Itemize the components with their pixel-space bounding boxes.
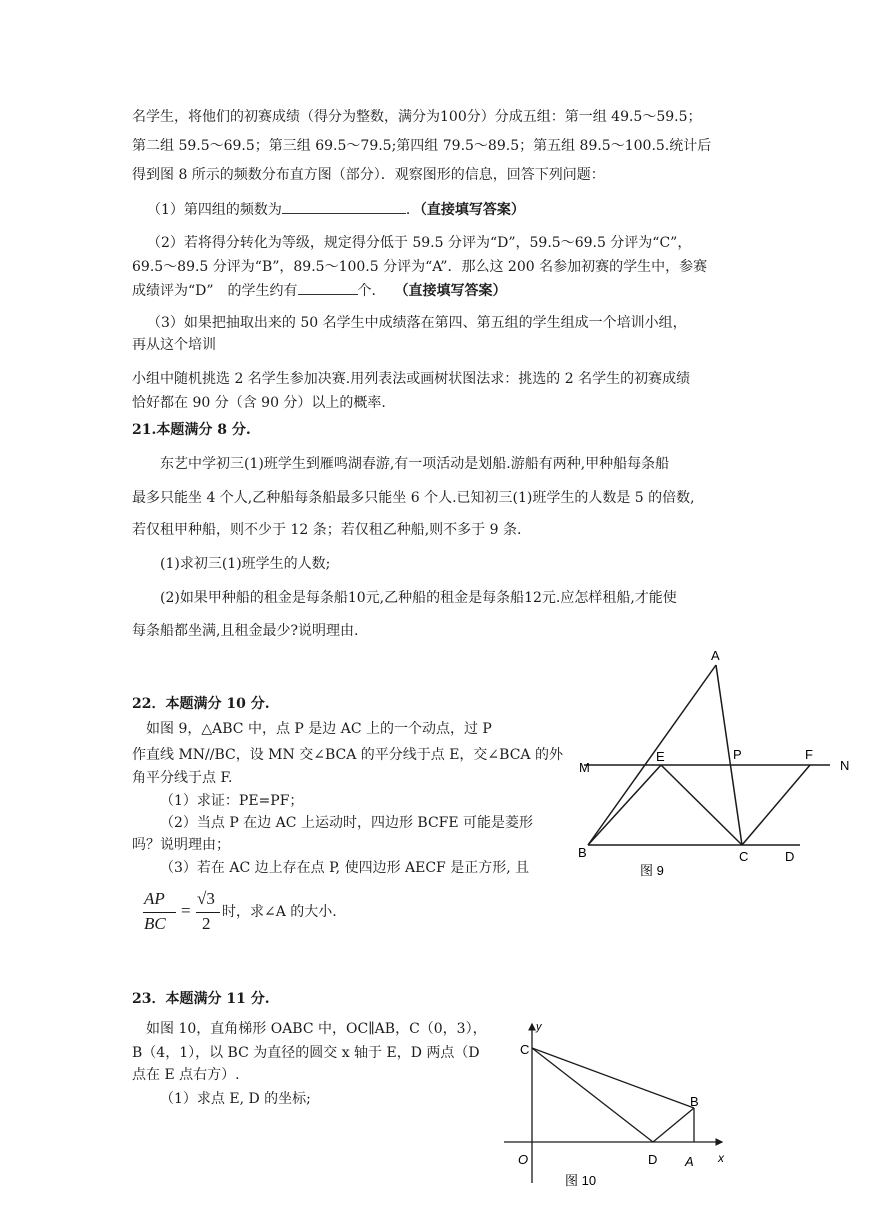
segment-db	[653, 1108, 694, 1142]
label-y-axis: y	[536, 1021, 542, 1033]
q21-line-1: 东艺中学初三(1)班学生到雁鸣湖春游,有一项活动是划船.游船有两种,甲种船每条船	[160, 456, 670, 472]
label-n: N	[840, 758, 850, 773]
q20-line-1: 名学生，将他们的初赛成绩（得分为整数，满分为100分）分成五组：第一组 49.5～59.5；	[132, 109, 702, 125]
fraction-bar	[196, 912, 220, 913]
label-d: D	[785, 849, 795, 864]
q20-part2-line-3a: 成绩评为“D” 的学生约有	[132, 283, 298, 299]
q20-part3-line-2: 再从这个培训	[132, 337, 216, 353]
q22-title: 22．本题满分 10 分.	[132, 696, 270, 712]
figure-10-caption: 图 10	[565, 1173, 597, 1188]
figure-10	[500, 1018, 740, 1194]
line-ab	[588, 665, 716, 845]
segment-cb	[532, 1048, 694, 1108]
line-cf	[742, 765, 810, 845]
q23-title: 23．本题满分 11 分.	[132, 991, 270, 1007]
q20-line-2: 第二组 59.5～69.5；第三组 69.5～79.5;第四组 79.5～89.5；第五组 89.5～100.5.统计后	[132, 138, 712, 154]
q22-line-3: 角平分线于点 F.	[132, 770, 233, 786]
q20-part2-note: （直接填写答案）	[394, 283, 507, 299]
answer-blank[interactable]	[298, 280, 358, 295]
equals-sign: =	[181, 901, 191, 920]
q20-part2-line-3b: 个．	[357, 283, 386, 299]
segment-cd	[532, 1048, 653, 1142]
label-d: D	[648, 1152, 658, 1167]
label-a: A	[711, 648, 720, 663]
q22-part2-line-1: （2）当点 P 在边 AC 上运动时，四边形 BCFE 可能是菱形	[160, 815, 534, 831]
fraction-bar	[143, 912, 176, 913]
q21-title: 21.本题满分 8 分.	[132, 422, 251, 438]
q20-part2-line-1: （2）若将得分转化为等级，规定得分低于 59.5 分评为“D”，59.5～69.5 分评为“C”，	[147, 235, 692, 251]
q23-line-1: 如图 10，直角梯形 OABC 中，OC∥AB，C（0，3），	[146, 1021, 487, 1037]
fraction-bc-denominator: BC	[144, 914, 166, 933]
q22-line-2: 作直线 MN//BC，设 MN 交∠BCA 的平分线于点 E，交∠BCA 的外	[132, 747, 563, 763]
q22-part1: （1）求证：PE=PF；	[160, 793, 304, 809]
q20-part1	[147, 199, 525, 219]
q22-part3-tail: 时，求∠A 的大小.	[222, 904, 337, 920]
fraction-2-denominator: 2	[202, 914, 211, 933]
q22-part2-line-2: 吗？说明理由；	[132, 837, 230, 853]
q22-part3-line-1: （3）若在 AC 边上存在点 P, 使四边形 AECF 是正方形, 且	[160, 860, 530, 876]
line-ec	[661, 765, 742, 845]
label-x-axis: x	[718, 1151, 724, 1165]
label-c: C	[520, 1042, 530, 1057]
q20-part3-line-1: （3）如果把抽取出来的 50 名学生中成绩落在第四、第五组的学生组成一个培训小组，	[147, 315, 687, 331]
q23-line-3: 点在 E 点右方）.	[132, 1067, 240, 1083]
label-b: B	[690, 1094, 699, 1109]
q23-part1: （1）求点 E, D 的坐标;	[160, 1091, 311, 1107]
line-be	[588, 765, 661, 845]
q20-part1-text: （1）第四组的频数为	[147, 202, 282, 218]
q21-part2-line-1: (2)如果甲种船的租金是每条船10元,乙种船的租金是每条船12元.应怎样租船,才能使	[160, 590, 677, 606]
label-f: F	[805, 747, 813, 762]
q20-part2-line-2: 69.5～89.5 分评为“B”，89.5～100.5 分评为“A”．那么这 200 名参加初赛的学生中，参赛	[132, 259, 708, 275]
label-e: E	[656, 749, 665, 764]
fraction-ap-numerator: AP	[144, 889, 165, 908]
label-a: A	[685, 1154, 694, 1169]
q20-part1-end: ．	[405, 202, 420, 218]
q20-line-3: 得到图 8 所示的频数分布直方图（部分）．观察图形的信息，回答下列问题：	[132, 167, 605, 183]
figure-9-caption: 图 9	[640, 863, 664, 878]
answer-blank[interactable]	[282, 199, 406, 214]
q20-part3-line-4: 恰好都在 90 分（含 90 分）以上的概率.	[132, 395, 386, 411]
label-m: M	[579, 760, 590, 775]
fraction-sqrt3-numerator: √3	[197, 889, 215, 908]
figure-9	[570, 645, 860, 885]
label-p: P	[733, 747, 742, 762]
q23-line-2: B（4，1），以 BC 为直径的圆交 x 轴于 E，D 两点（D	[132, 1045, 480, 1061]
q20-part2-line-3	[132, 280, 506, 300]
q21-part1: (1)求初三(1)班学生的人数;	[160, 556, 331, 572]
label-b: B	[578, 845, 587, 860]
q21-part2-line-2: 每条船都坐满,且租金最少?说明理由.	[132, 623, 359, 639]
q20-part3-line-3: 小组中随机挑选 2 名学生参加决赛.用列表法或画树状图法求：挑选的 2 名学生的初赛成绩	[132, 371, 691, 387]
q20-part1-note: （直接填写答案）	[419, 202, 525, 218]
q22-line-1: 如图 9，△ABC 中，点 P 是边 AC 上的一个动点，过 P	[146, 721, 492, 737]
q21-line-2: 最多只能坐 4 个人,乙种船每条船最多只能坐 6 个人.已知初三(1)班学生的人数是 5 的倍数,	[132, 490, 695, 506]
q21-line-3: 若仅租甲种船，则不少于 12 条；若仅租乙种船,则不多于 9 条.	[132, 522, 522, 538]
label-c: C	[739, 849, 749, 864]
label-o: O	[518, 1152, 529, 1167]
